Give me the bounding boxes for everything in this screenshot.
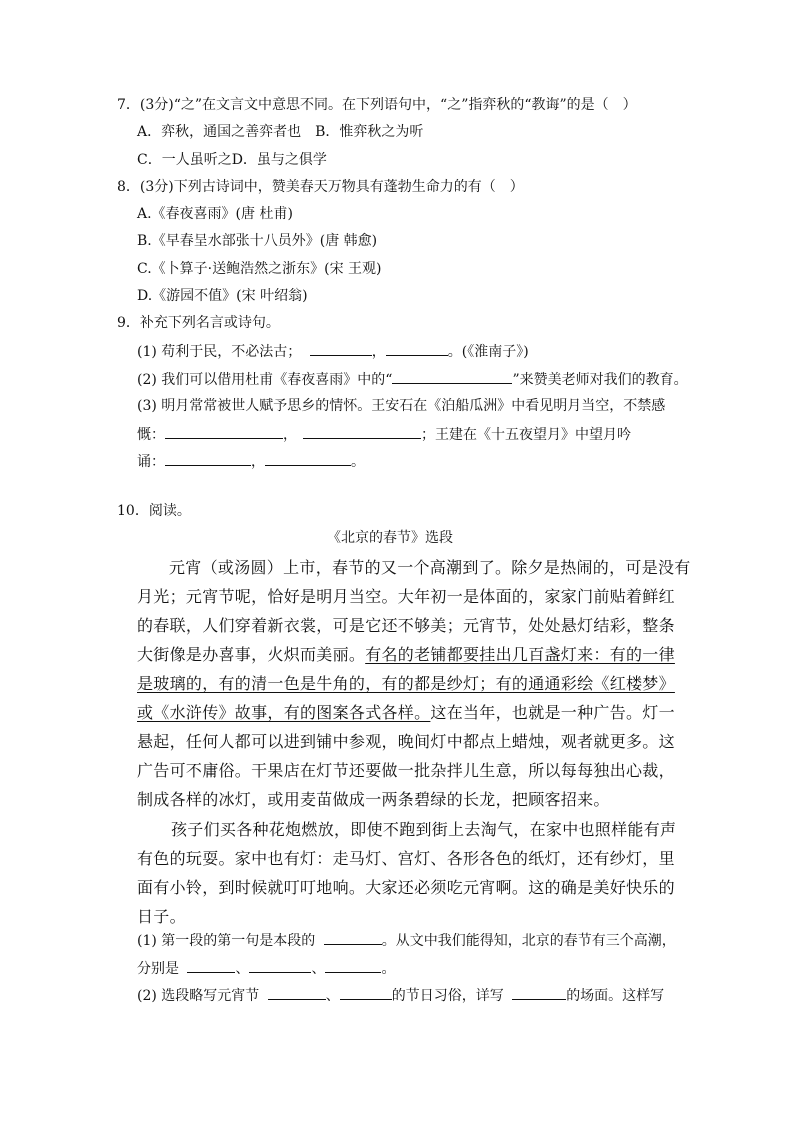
passage-line: 广告可不庸俗。干果店在灯节还要做一批杂拌儿生意，所以每每独出心裁， xyxy=(137,761,675,780)
passage-line: 制成各样的冰灯，或用麦苗做成一两条碧绿的长龙，把顾客招来。 xyxy=(137,790,610,809)
q9-blank[interactable] xyxy=(303,424,421,439)
q8-option-c: C.《卜算子·送鲍浩然之浙东》(宋 王观) xyxy=(137,261,382,277)
q7-options-cd: C．一人虽听之D．虽与之俱学 xyxy=(137,152,327,168)
passage-line: 孩子们买各种花炮燃放，即使不跑到街上去淘气，在家中也照样能有声 xyxy=(171,820,677,839)
q9-blank[interactable] xyxy=(392,369,512,384)
q7-stem: 7．(3分)“之”在文言文中意思不同。在下列语句中，“之”指弈秋的“教诲”的是（ ） xyxy=(117,97,637,113)
q8-option-a: A.《春夜喜雨》(唐 杜甫) xyxy=(137,206,293,222)
q10-blank[interactable] xyxy=(340,985,392,1000)
passage-line: 元宵（或汤圆）上市，春节的又一个高潮到了。除夕是热闹的，可是没有 xyxy=(169,558,691,577)
q9-item-3: (3) 明月常常被世人赋予思乡的情怀。王安石在《泊船瓜洲》中看见明月当空，不禁感 xyxy=(137,398,666,414)
q9-blank[interactable] xyxy=(165,451,251,466)
q10-item-2: (2) 选段略写元宵节 、 的节日习俗，详写 的场面。这样写 xyxy=(137,985,664,1006)
q9-item-2: (2) 我们可以借用杜甫《春夜喜雨》中的“ ”来赞美老师对我们的教育。 xyxy=(137,369,688,390)
q10-stem: 10．阅读。 xyxy=(117,503,191,519)
q9-blank[interactable] xyxy=(310,341,372,356)
q9-stem: 9．补充下列名言或诗句。 xyxy=(117,315,280,331)
passage-line: 或《水浒传》故事，有的图案各式各样。这在当年，也就是一种广告。灯一 xyxy=(137,703,675,722)
q10-blank[interactable] xyxy=(325,958,381,973)
q9-blank[interactable] xyxy=(265,451,351,466)
passage-line: 大街像是办喜事，火炽而美丽。有名的老铺都要挂出几百盏灯来：有的一律 xyxy=(137,645,675,664)
underlined-text: 或《水浒传》故事，有的图案各式各样。 xyxy=(137,703,431,722)
q10-blank[interactable] xyxy=(268,985,326,1000)
q8-stem: 8．(3分)下列古诗词中，赞美春天万物具有蓬勃生命力的有（ ） xyxy=(117,179,524,195)
q9-item-1: (1) 苟利于民，不必法古； ， 。(《淮南子》) xyxy=(137,341,529,362)
q7-options-ab: A．弈秋，通国之善弈者也 B．惟弈秋之为听 xyxy=(137,124,424,140)
passage-line: 日子。 xyxy=(137,907,186,926)
passage-line: 的春联，人们穿着新衣裳，可是它还不够美；元宵节，处处悬灯结彩，整条 xyxy=(137,616,675,635)
underlined-text: 是玻璃的，有的清一色是牛角的，有的都是纱灯；有的通通彩绘《红楼梦》 xyxy=(137,674,675,693)
q9-item-3-line-3: 诵： ， 。 xyxy=(137,451,365,472)
underlined-text: 有名的老铺都要挂出几百盏灯来：有的一律 xyxy=(365,645,675,664)
q10-blank[interactable] xyxy=(324,930,382,945)
q9-item-3-line-2: 慨： ， ；王建在《十五夜望月》中望月吟 xyxy=(137,424,631,445)
passage-line: 有色的玩耍。家中也有灯：走马灯、宫灯、各形各色的纸灯，还有纱灯，里 xyxy=(137,849,675,868)
q10-blank[interactable] xyxy=(187,958,235,973)
q9-blank[interactable] xyxy=(386,341,448,356)
passage-line: 面有小铃，到时候就叮叮地响。大家还必须吃元宵啊。这的确是美好快乐的 xyxy=(137,878,675,897)
passage-title: 《北京的春节》选段 xyxy=(327,530,453,546)
passage-line: 悬起，任何人都可以进到铺中参观，晚间灯中都点上蜡烛，观者就更多。这 xyxy=(137,732,675,751)
q10-item-1-line-2: 分别是 、 、 。 xyxy=(137,958,395,979)
q8-option-b: B.《早春呈水部张十八员外》(唐 韩愈) xyxy=(137,233,378,249)
q10-blank[interactable] xyxy=(512,985,566,1000)
q10-blank[interactable] xyxy=(249,958,311,973)
q8-option-d: D.《游园不值》(宋 叶绍翁) xyxy=(137,288,308,304)
q9-blank[interactable] xyxy=(165,424,283,439)
q10-item-1: (1) 第一段的第一句是本段的 。从文中我们能得知，北京的春节有三个高潮， xyxy=(137,930,676,951)
passage-line: 月光；元宵节呢，恰好是明月当空。大年初一是体面的，家家门前贴着鲜红 xyxy=(137,587,675,606)
